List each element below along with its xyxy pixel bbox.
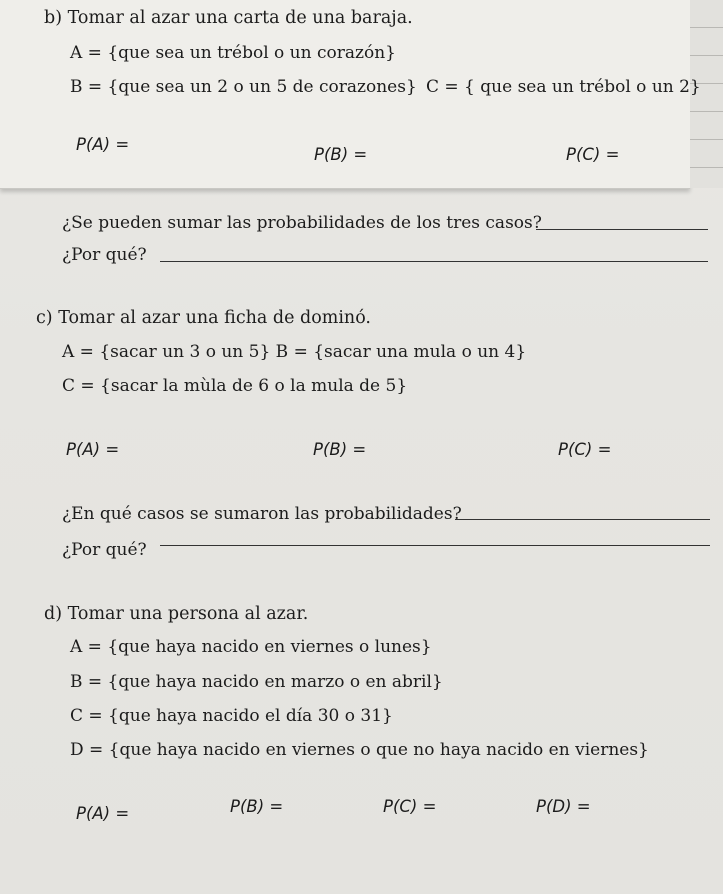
section-d-prob-b: P(B) =: [230, 797, 284, 816]
section-b-prob-a: P(A) =: [76, 135, 130, 154]
section-b-question-why: ¿Por qué?: [62, 245, 147, 265]
section-c-event-c: C = {sacar la mùla de 6 o la mula de 5}: [62, 376, 408, 396]
section-c-prob-b: P(B) =: [313, 440, 367, 459]
section-d-event-c: C = {que haya nacido el día 30 o 31}: [70, 706, 393, 726]
section-b-event-a: A = {que sea un trébol o un corazón}: [70, 43, 396, 63]
section-d-prob-d: P(D) =: [536, 797, 591, 816]
section-c-prob-c: P(C) =: [558, 440, 612, 459]
answer-line-c-why[interactable]: [160, 545, 710, 546]
section-b-prob-b: P(B) =: [314, 145, 368, 164]
section-d-prob-a: P(A) =: [76, 804, 130, 823]
section-c-question-why: ¿Por qué?: [62, 540, 147, 560]
section-d-title: d) Tomar una persona al azar.: [44, 604, 309, 624]
section-c-events-a-b: A = {sacar un 3 o un 5} B = {sacar una mula o un 4}: [62, 342, 527, 362]
answer-line-b-sum[interactable]: [536, 229, 708, 230]
section-d-prob-c: P(C) =: [383, 797, 437, 816]
section-d-event-a: A = {que haya nacido en viernes o lunes}: [70, 637, 432, 657]
section-d-event-d: D = {que haya nacido en viernes o que no haya nacido en viernes}: [70, 740, 649, 760]
section-b-question-sum: ¿Se pueden sumar las probabilidades de los tres casos?: [62, 213, 542, 233]
section-c-prob-a: P(A) =: [66, 440, 120, 459]
section-b-event-b: B = {que sea un 2 o un 5 de corazones}: [70, 77, 417, 97]
section-b-title: b) Tomar al azar una carta de una baraja.: [44, 8, 413, 28]
section-b-prob-c: P(C) =: [566, 145, 620, 164]
section-c-question-sum: ¿En qué casos se sumaron las probabilidades?: [62, 504, 462, 524]
section-b-event-c: C = { que sea un trébol o un 2}: [426, 77, 701, 97]
answer-line-c-sum[interactable]: [455, 519, 710, 520]
answer-line-b-why[interactable]: [160, 261, 708, 262]
section-c-title: c) Tomar al azar una ficha de dominó.: [36, 308, 371, 328]
section-d-event-b: B = {que haya nacido en marzo o en abril}: [70, 672, 443, 692]
